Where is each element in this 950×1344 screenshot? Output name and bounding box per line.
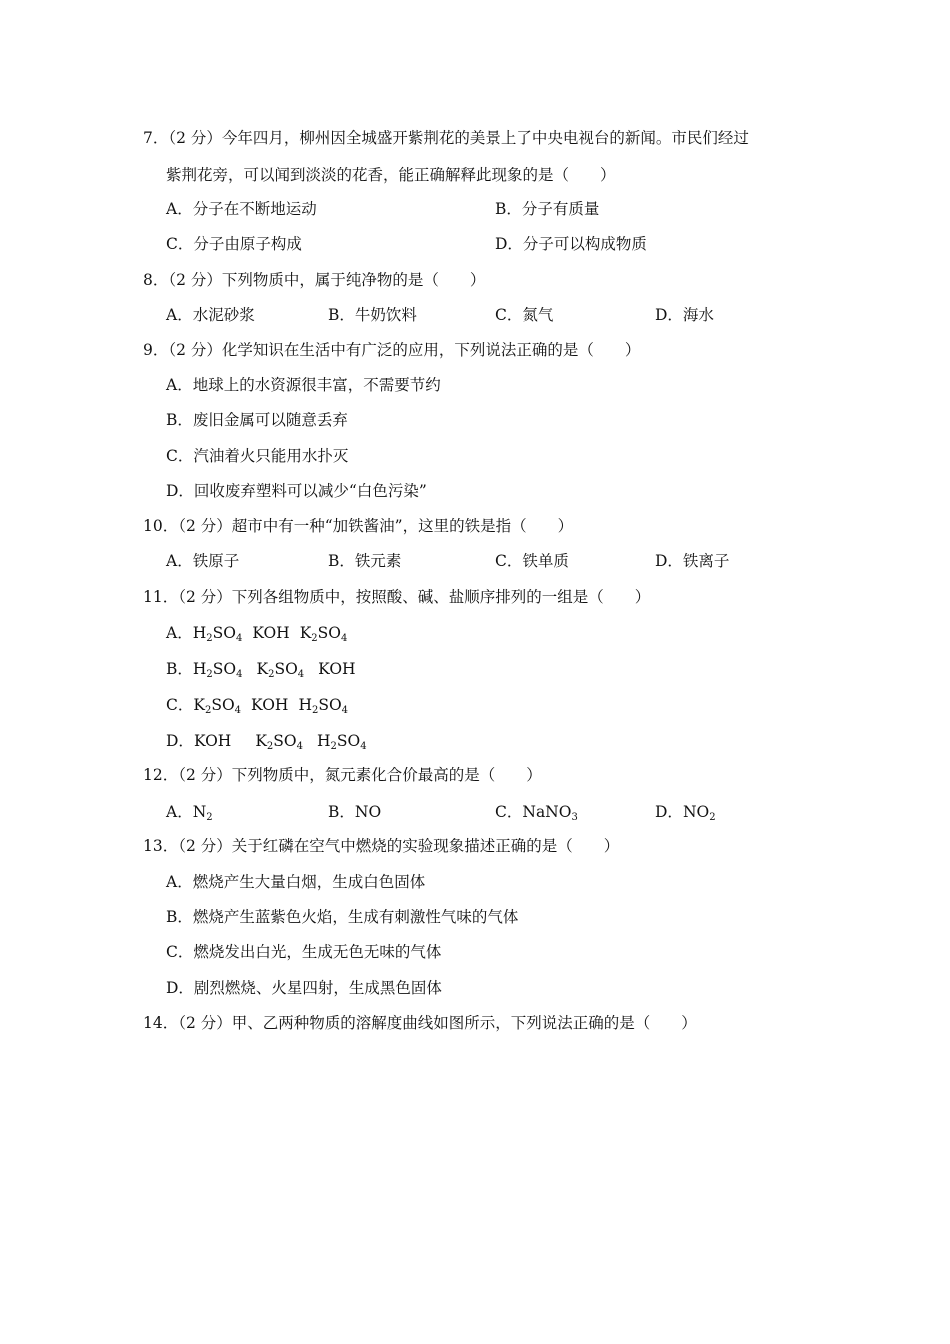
question-7-stem-line1: 7．（2 分）今年四月，柳州因全城盛开紫荆花的美景上了中央电视台的新闻。市民们经过	[143, 129, 749, 147]
question-7-stem-line2: 紫荆花旁，可以闻到淡淡的花香，能正确解释此现象的是（ ）	[166, 166, 616, 184]
question-10-stem: 10．（2 分）超市中有一种“加铁酱油”，这里的铁是指（ ）	[143, 517, 574, 535]
question-9-option-c: C．汽油着火只能用水扑灭	[166, 447, 349, 465]
question-12-option-b: B．NO	[328, 803, 382, 821]
question-11-option-a: A．$H_2SO_4$ KOH $K_2SO_4$	[166, 624, 348, 644]
question-8-option-a: A．水泥砂浆	[166, 306, 255, 324]
question-8-option-b: B．牛奶饮料	[328, 306, 417, 324]
question-9-stem: 9．（2 分）化学知识在生活中有广泛的应用，下列说法正确的是（ ）	[143, 341, 641, 359]
question-9-option-d: D．回收废弃塑料可以减少“白色污染”	[166, 482, 427, 500]
question-8-stem: 8．（2 分）下列物质中，属于纯净物的是（ ）	[143, 271, 486, 289]
question-7-option-d: D．分子可以构成物质	[495, 235, 647, 253]
question-13-stem: 13．（2 分）关于红磷在空气中燃烧的实验现象描述正确的是（ ）	[143, 837, 620, 855]
question-7-option-b: B．分子有质量	[495, 200, 600, 218]
question-12-stem: 12．（2 分）下列物质中，氮元素化合价最高的是（ ）	[143, 766, 542, 784]
question-9-option-b: B．废旧金属可以随意丢弃	[166, 411, 348, 429]
question-8-option-d: D．海水	[655, 306, 714, 324]
question-11-option-b: B．$H_2SO_4$ $K_2SO_4$ KOH	[166, 660, 356, 680]
question-13-option-c: C．燃烧发出白光，生成无色无味的气体	[166, 943, 442, 961]
question-7-option-a: A．分子在不断地运动	[166, 200, 317, 218]
question-9-option-a: A．地球上的水资源很丰富，不需要节约	[166, 376, 441, 394]
question-13-option-b: B．燃烧产生蓝紫色火焰，生成有刺激性气味的气体	[166, 908, 519, 926]
question-8-option-c: C．氮气	[495, 306, 554, 324]
question-11-stem: 11．（2 分）下列各组物质中，按照酸、碱、盐顺序排列的一组是（ ）	[143, 588, 651, 606]
question-12-option-d: D．$NO_2$	[655, 803, 716, 823]
question-14-stem: 14．（2 分）甲、乙两种物质的溶解度曲线如图所示，下列说法正确的是（ ）	[143, 1014, 697, 1032]
question-10-option-b: B．铁元素	[328, 552, 402, 570]
question-10-option-a: A．铁原子	[166, 552, 240, 570]
question-11-option-c: C．$K_2SO_4$ KOH $H_2SO_4$	[166, 696, 349, 716]
question-13-option-a: A．燃烧产生大量白烟，生成白色固体	[166, 873, 426, 891]
question-11-option-d: D．KOH $K_2SO_4$ $H_2SO_4$	[166, 732, 367, 752]
question-12-option-c: C．NaNO$_3$	[495, 803, 578, 823]
question-13-option-d: D．剧烈燃烧、火星四射，生成黑色固体	[166, 979, 442, 997]
question-12-option-a: A．$N_2$	[166, 803, 213, 823]
question-10-option-c: C．铁单质	[495, 552, 569, 570]
question-7-option-c: C．分子由原子构成	[166, 235, 302, 253]
question-10-option-d: D．铁离子	[655, 552, 730, 570]
